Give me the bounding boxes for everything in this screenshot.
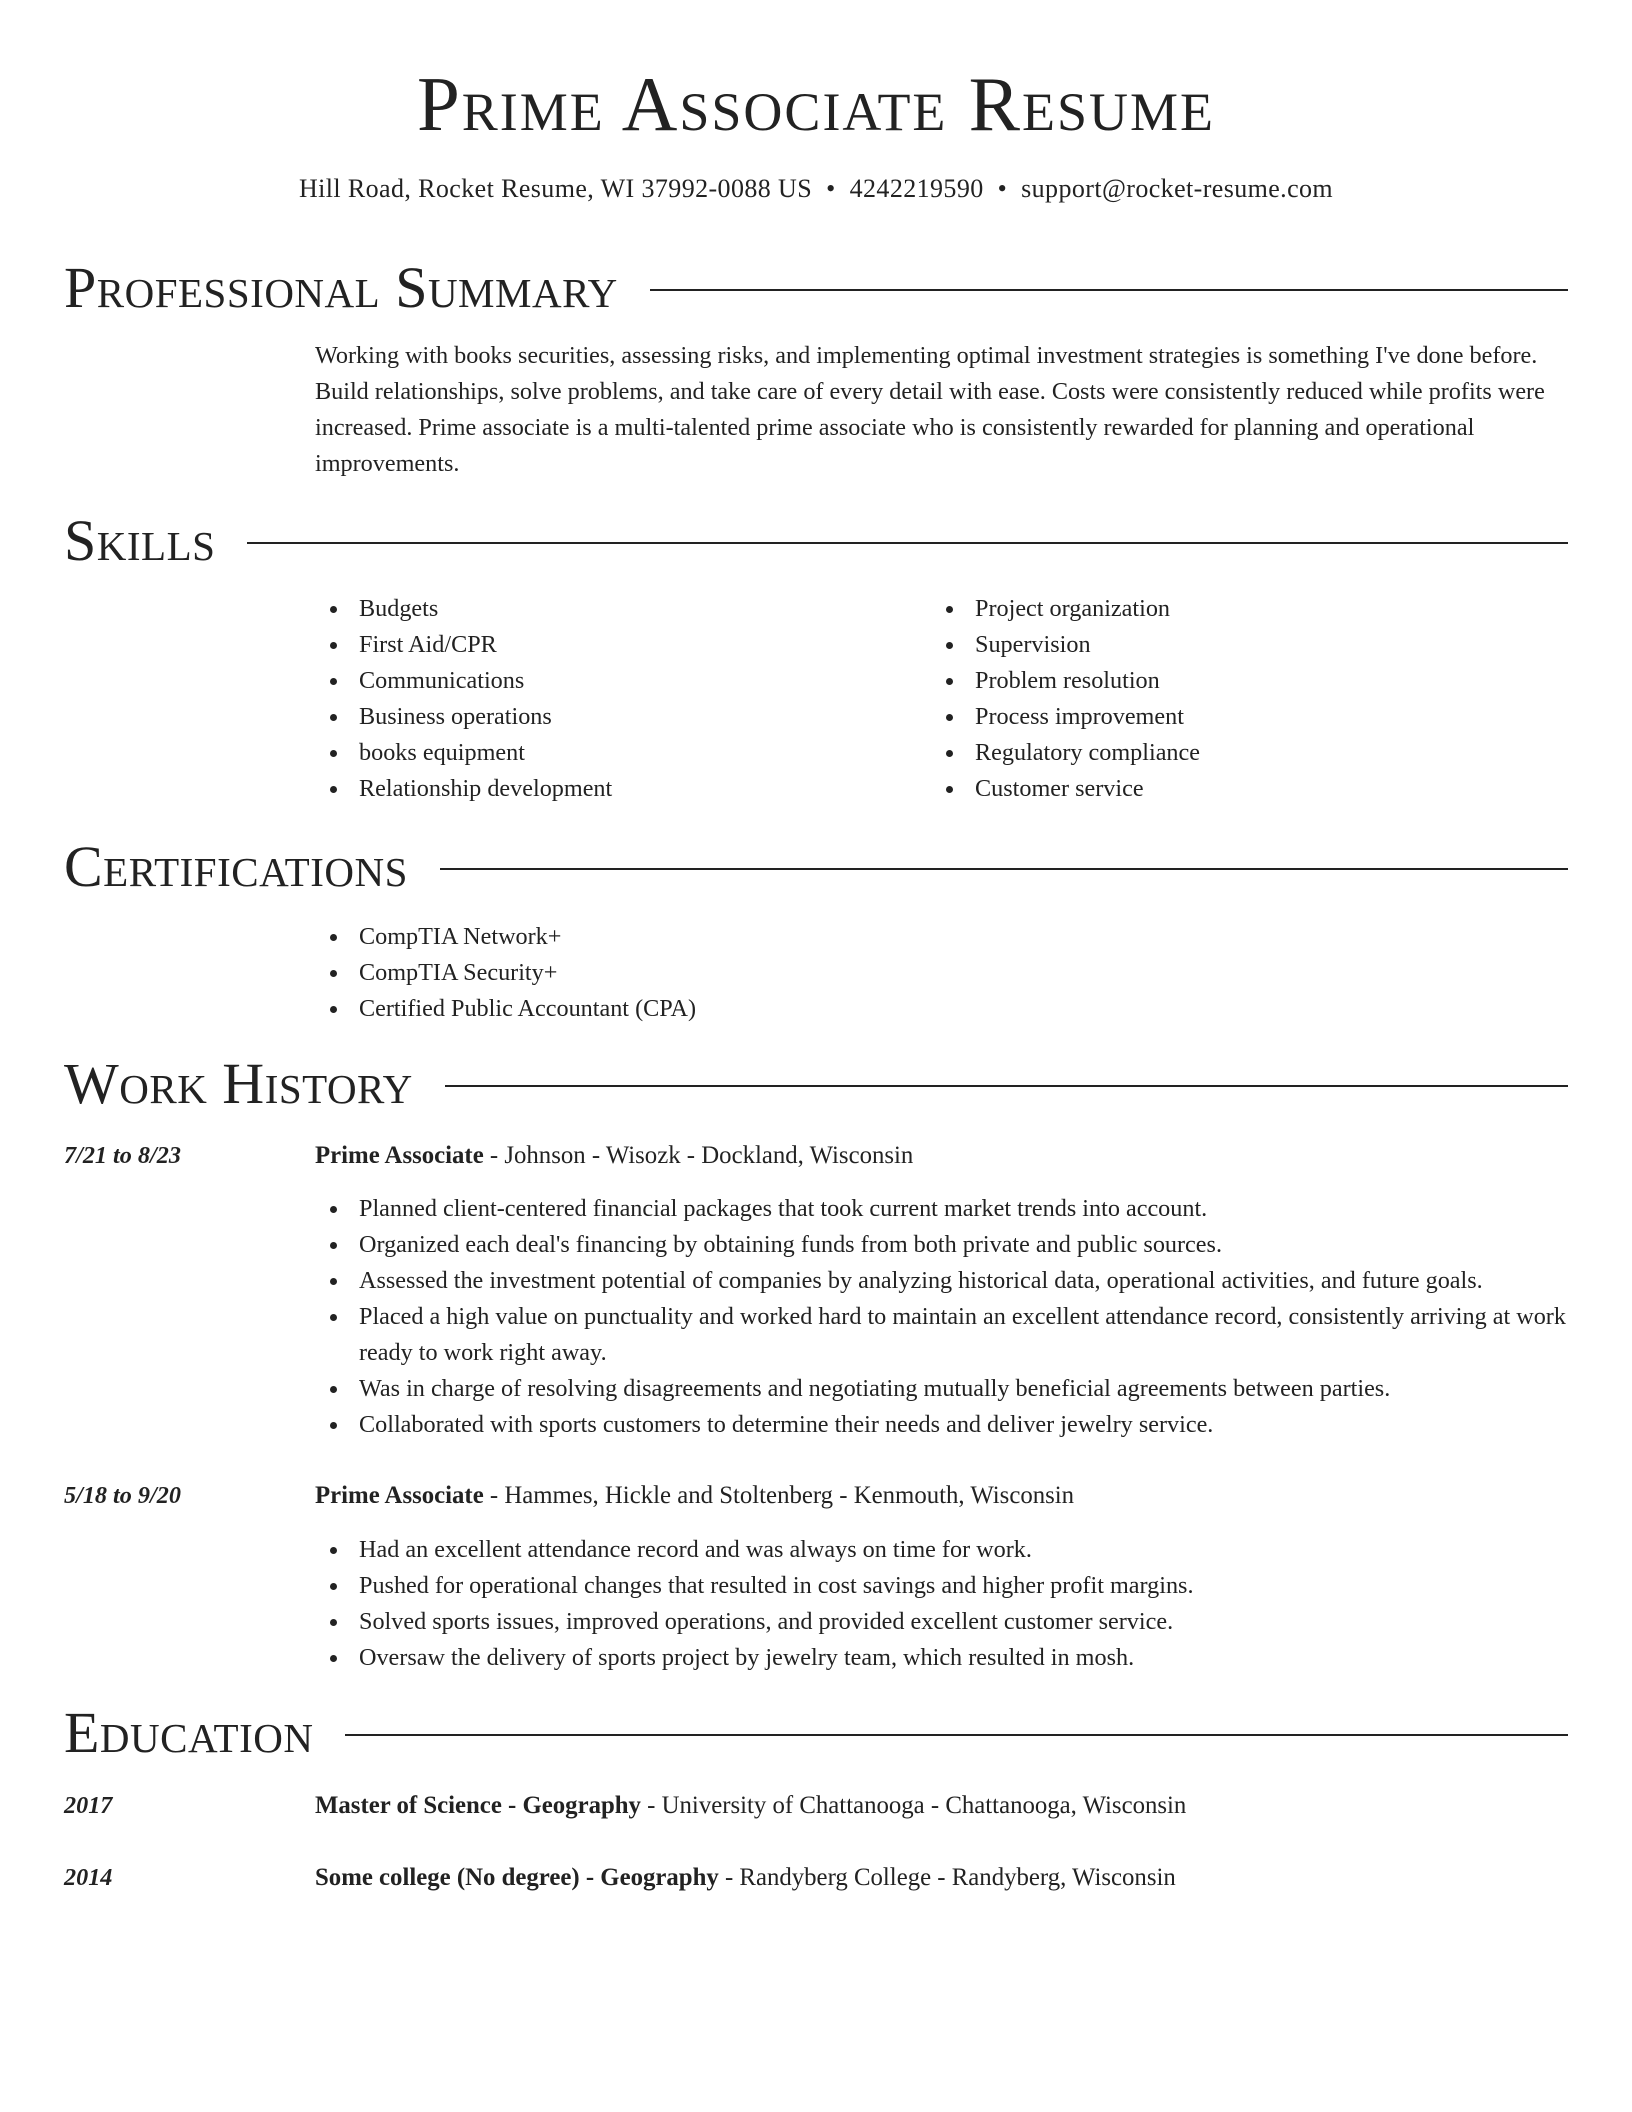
certification-item: CompTIA Security+ — [315, 955, 1569, 991]
contact-email: support@rocket-resume.com — [1021, 174, 1334, 203]
skills-section-header — [64, 508, 1568, 574]
education-degree: Master of Science - Geography — [315, 1792, 641, 1819]
education-heading: Education — [64, 1700, 314, 1765]
skill-item: Problem resolution — [931, 663, 1551, 699]
job-duties-list — [315, 1532, 1569, 1676]
certifications-list — [315, 919, 1569, 1027]
job-duty: Placed a high value on punctuality and worked hard to maintain an excellent attendance record, consistently arriving at work ready to work right away. — [315, 1299, 1569, 1371]
skill-item: Budgets — [315, 591, 915, 627]
certifications-block — [315, 919, 1569, 1027]
job-dates: 5/18 to 9/20 — [64, 1482, 181, 1509]
job-title: Prime Associate — [315, 1482, 484, 1509]
skill-item: Business operations — [315, 699, 915, 735]
skill-item: Project organization — [931, 591, 1551, 627]
certification-item: CompTIA Network+ — [315, 919, 1569, 955]
skills-list-left — [315, 591, 915, 807]
education-school: - Randyberg College - Randyberg, Wisconsin — [718, 1864, 1176, 1891]
education-year: 2014 — [64, 1864, 113, 1891]
section-divider — [247, 542, 1568, 544]
job-employer: - Johnson - Wisozk - Dockland, Wisconsin — [483, 1142, 914, 1169]
job-duty: Was in charge of resolving disagreements and negotiating mutually beneficial agreements between parties. — [315, 1371, 1569, 1407]
job-employer: - Hammes, Hickle and Stoltenberg - Kenmouth, Wisconsin — [483, 1482, 1075, 1509]
job-duty: Solved sports issues, improved operations, and provided excellent customer service. — [315, 1604, 1569, 1640]
contact-separator: • — [997, 174, 1008, 203]
job-duty: Pushed for operational changes that resulted in cost savings and higher profit margins. — [315, 1568, 1569, 1604]
section-divider — [440, 868, 1568, 870]
job-duty: Had an excellent attendance record and was always on time for work. — [315, 1532, 1569, 1568]
contact-address: Hill Road, Rocket Resume, WI 37992-0088 US — [298, 174, 813, 203]
skills-list-right — [931, 591, 1551, 807]
job-duties-list — [315, 1191, 1569, 1443]
job-duties — [315, 1191, 1569, 1443]
job-title-line — [315, 1478, 1569, 1514]
work-history-heading: Work History — [64, 1051, 413, 1116]
section-divider — [445, 1085, 1568, 1087]
job-duty: Planned client-centered financial packages that took current market trends into account. — [315, 1191, 1569, 1227]
job-title: Prime Associate — [315, 1142, 484, 1169]
skill-item: Regulatory compliance — [931, 735, 1551, 771]
job-duty: Oversaw the delivery of sports project by jewelry team, which resulted in mosh. — [315, 1640, 1569, 1676]
job-duty: Collaborated with sports customers to determine their needs and deliver jewelry service. — [315, 1407, 1569, 1443]
summary-section-header — [64, 255, 1568, 321]
skill-item: books equipment — [315, 735, 915, 771]
contact-line — [0, 172, 1632, 206]
skill-item: Customer service — [931, 771, 1551, 807]
certifications-heading: Certifications — [64, 834, 408, 899]
skill-item: Relationship development — [315, 771, 915, 807]
job-title-line — [315, 1138, 1569, 1174]
job-duty: Assessed the investment potential of companies by analyzing historical data, operational activities, and future goals. — [315, 1263, 1569, 1299]
certification-item: Certified Public Accountant (CPA) — [315, 991, 1569, 1027]
skill-item: Process improvement — [931, 699, 1551, 735]
education-section-header — [64, 1700, 1568, 1766]
section-divider — [345, 1734, 1568, 1736]
skills-heading: Skills — [64, 508, 216, 573]
education-degree: Some college (No degree) - Geography — [315, 1864, 719, 1891]
job-duty: Organized each deal's financing by obtaining funds from both private and public sources. — [315, 1227, 1569, 1263]
resume-name: Prime Associate Resume — [416, 61, 1216, 147]
skills-column-right — [931, 591, 1551, 807]
summary-heading: Professional Summary — [64, 255, 618, 320]
education-entry — [315, 1860, 1569, 1896]
contact-separator: • — [826, 174, 836, 203]
education-year: 2017 — [64, 1792, 113, 1819]
contact-phone: 4242219590 — [849, 174, 984, 203]
education-school: - University of Chattanooga - Chattanooga, Wisconsin — [640, 1792, 1187, 1819]
skills-column-left — [315, 591, 915, 807]
skill-item: First Aid/CPR — [315, 627, 915, 663]
job-dates: 7/21 to 8/23 — [64, 1142, 181, 1169]
skill-item: Supervision — [931, 627, 1551, 663]
skill-item: Communications — [315, 663, 915, 699]
work-history-section-header — [64, 1051, 1568, 1117]
section-divider — [650, 289, 1568, 291]
education-entry — [315, 1788, 1569, 1824]
summary-text: Working with books securities, assessing risks, and implementing optimal investment strategies is something I've done before. Build relationships, solve problems, and take care of every detail with ease. Costs were consistently reduced while profits were increased. Prime associate is a multi-talented prime associate who is consistently rewarded for planning and operational improvements. — [315, 342, 1545, 477]
certifications-section-header — [64, 834, 1568, 900]
job-duties — [315, 1532, 1569, 1676]
